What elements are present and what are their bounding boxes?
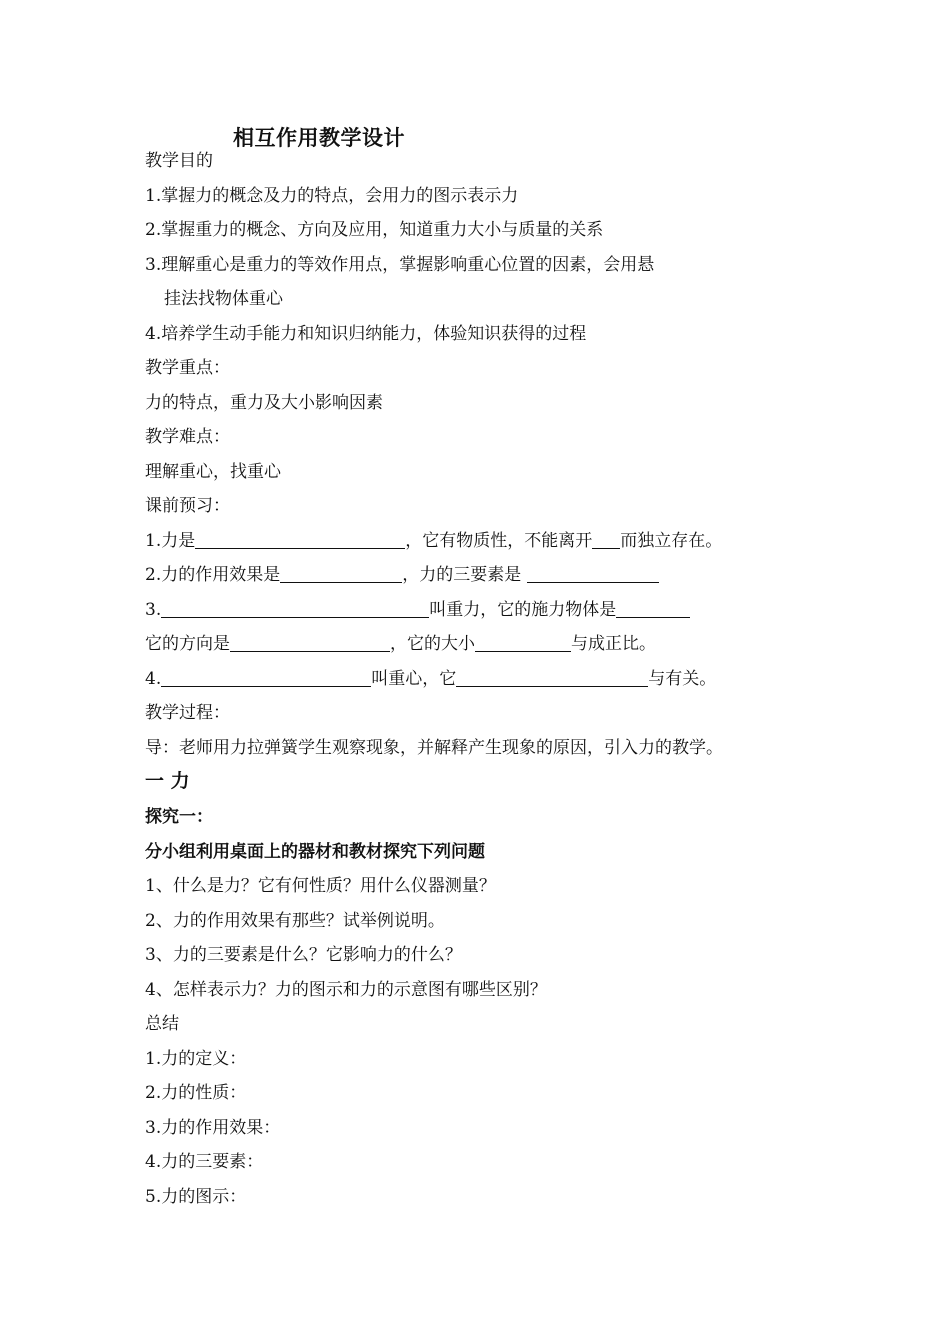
key-points-heading: 教学重点： (145, 358, 230, 378)
summary-item-1: 1.力的定义： (145, 1049, 247, 1069)
explore-question-4: 4、怎样表示力？力的图示和力的示意图有哪些区别？ (145, 980, 547, 1000)
explore-task: 分小组利用桌面上的器材和教材探究下列问题 (145, 842, 485, 862)
goals-heading: 教学目的 (145, 151, 213, 171)
preview-question-1 (145, 530, 722, 552)
fill-blank[interactable] (161, 668, 371, 687)
goal-item-4: 4.培养学生动手能力和知识归纳能力，体验知识获得的过程 (145, 324, 587, 344)
process-intro: 导：老师用力拉弹簧学生观察现象，并解释产生现象的原因，引入力的教学。 (145, 738, 723, 758)
fill-blank[interactable] (456, 668, 648, 687)
preview-question-3-cont (145, 633, 656, 655)
q2-text-b: ，力的三要素是 (402, 565, 527, 585)
fill-blank[interactable] (475, 633, 571, 652)
goal-item-1: 1.掌握力的概念及力的特点，会用力的图示表示力 (145, 186, 519, 206)
goal-item-3-cont: 挂法找物体重心 (164, 289, 283, 309)
document-title: 相互作用教学设计 (233, 126, 405, 150)
summary-item-2: 2.力的性质： (145, 1083, 247, 1103)
explore-question-1: 1、什么是力？它有何性质？用什么仪器测量？ (145, 876, 496, 896)
preview-heading: 课前预习： (145, 496, 230, 516)
explore-question-2: 2、力的作用效果有那些？试举例说明。 (145, 911, 445, 931)
preview-question-4 (145, 668, 716, 690)
fill-blank[interactable] (616, 599, 690, 618)
key-points-text: 力的特点，重力及大小影响因素 (145, 393, 383, 413)
difficulties-text: 理解重心，找重心 (145, 462, 281, 482)
q3b-text-b: ，它的大小 (390, 634, 475, 654)
process-heading: 教学过程： (145, 703, 230, 723)
q3-text-b: 叫重力，它的施力物体是 (429, 600, 617, 620)
explore-heading: 探究一： (145, 807, 213, 827)
q4-text-c: 与有关。 (648, 669, 717, 689)
fill-blank[interactable] (280, 564, 402, 583)
explore-question-3: 3、力的三要素是什么？它影响力的什么？ (145, 945, 462, 965)
preview-question-3 (145, 599, 690, 621)
fill-blank[interactable] (592, 530, 620, 549)
q4-text-b: 叫重心，它 (371, 669, 457, 689)
section-heading: 一 力 (145, 770, 190, 792)
q1-text-b: ，它有物质性，不能离开 (405, 531, 593, 551)
fill-blank[interactable] (230, 633, 390, 652)
q2-text-a: 2.力的作用效果是 (145, 565, 281, 585)
summary-item-5: 5.力的图示： (145, 1187, 247, 1207)
q1-text-a: 1.力是 (145, 531, 196, 551)
fill-blank[interactable] (195, 530, 405, 549)
q3b-text-a: 它的方向是 (145, 634, 230, 654)
q1-text-c: 而独立存在。 (620, 531, 723, 551)
difficulties-heading: 教学难点： (145, 427, 230, 447)
q3-text-a: 3. (145, 600, 162, 620)
q4-text-a: 4. (145, 669, 162, 689)
goal-item-2: 2.掌握重力的概念、方向及应用，知道重力大小与质量的关系 (145, 220, 604, 240)
summary-item-4: 4.力的三要素： (145, 1152, 264, 1172)
fill-blank[interactable] (161, 599, 429, 618)
q3b-text-c: 与成正比。 (571, 634, 656, 654)
fill-blank[interactable] (527, 564, 659, 583)
preview-question-2 (145, 564, 659, 586)
summary-heading: 总结 (145, 1014, 179, 1034)
summary-item-3: 3.力的作用效果： (145, 1118, 281, 1138)
goal-item-3: 3.理解重心是重力的等效作用点，掌握影响重心位置的因素，会用悬 (145, 255, 655, 275)
